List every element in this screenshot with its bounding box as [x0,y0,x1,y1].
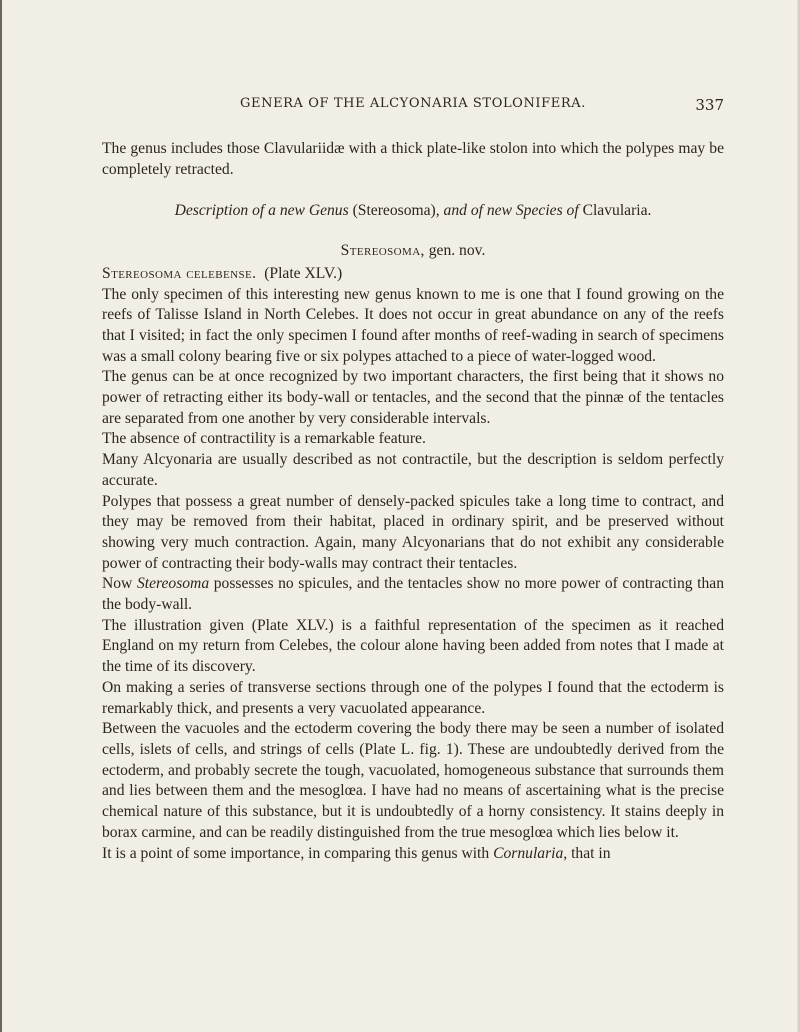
page-number: 337 [695,96,724,114]
genus-suffix: gen. nov. [428,242,486,260]
paragraph-last-post: that in [571,844,611,862]
intro-paragraph: The genus includes those Clavulariidæ with a thick plate-like stolon into which the polypes may be completely retracted. [102,140,724,178]
paragraph: Many Alcyonaria are usually described as not contractile, but the description is seldom perfectly accurate. [102,451,724,489]
description-heading-part1: Description of a new Genus [174,202,349,220]
cornularia-italic: Cornularia, [493,844,568,862]
paragraph: The genus can be at once recognized by two important characters, the first being that it shows no power of retracting either its body-wall or tentacles, and the second that the pinnæ of the tentacles are separated from one another by very considerable intervals. [102,368,724,427]
paragraph: Polypes that possess a great number of densely-packed spicules take a long time to contract, and they may be removed from their habitat, placed in ordinary spirit, and be preserved without showing very much contraction. Again, many Alcyonarians that do not exhibit any considerable power of contracting their body-walls may contract their tentacles. [102,492,724,572]
paragraph: On making a series of transverse sections through one of the polypes I found that the ectoderm is remarkably thick, and presents a very vacuolated appearance. [102,678,724,717]
paragraph-now-pre: Now [102,575,133,593]
genus-heading [102,241,724,262]
description-heading [102,201,724,222]
genus-name: Stereosoma, [340,242,425,260]
paragraph: The only specimen of this interesting new genus known to me is one that I found growing on the reefs of Talisse Island in North Celebes. It does not occur in great abundance on any of the reefs that I visited; in fact the only specimen I found after months of reef-wading in search of specimens was a small colony bearing five or six polypes attached to a piece of water-logged wood. [102,285,724,365]
running-head [102,96,724,118]
running-title: GENERA OF THE ALCYONARIA STOLONIFERA. [240,96,586,111]
paragraph-last [102,844,724,865]
paragraph-last-pre: It is a point of some importance, in comparing this genus with [102,844,490,862]
species-heading [102,264,724,285]
description-heading-part4: Clavularia. [582,202,652,220]
body-text [102,139,724,864]
paragraph: The illustration given (Plate XLV.) is a faithful representation of the specimen as it reached England on my return from Celebes, the colour alone having been added from notes that I made at the time of its discovery. [102,616,724,676]
paragraph-now-post: possesses no spicules, and the tentacles show no more power of contracting than the body-wall. [102,575,725,614]
paragraph: The absence of contractility is a remarkable feature. [102,430,426,448]
species-name: Stereosoma celebense. [102,264,257,282]
genus-name-italic: Stereosoma [136,575,210,593]
species-plate: (Plate XLV.) [264,264,343,282]
paragraph: Between the vacuoles and the ectoderm covering the body there may be seen a number of isolated cells, islets of cells, and strings of cells (Plate L. fig. 1). These are undoubtedly derived from the ectoderm, and probably secrete the tough, vacuolated, homogeneous substance that surrounds them and lies between them and the mesoglœa. I have had no means of ascertaining what is the precise chemical nature of this substance, but it is undoubtedly of a horny consistency. It stains deeply in borax carmine, and can be readily distinguished from the true mesoglœa which lies below it. [102,720,724,841]
description-heading-part2: (Stereosoma), [352,202,440,220]
paragraph-now [102,574,724,615]
description-heading-part3: and of new Species of [443,202,579,220]
